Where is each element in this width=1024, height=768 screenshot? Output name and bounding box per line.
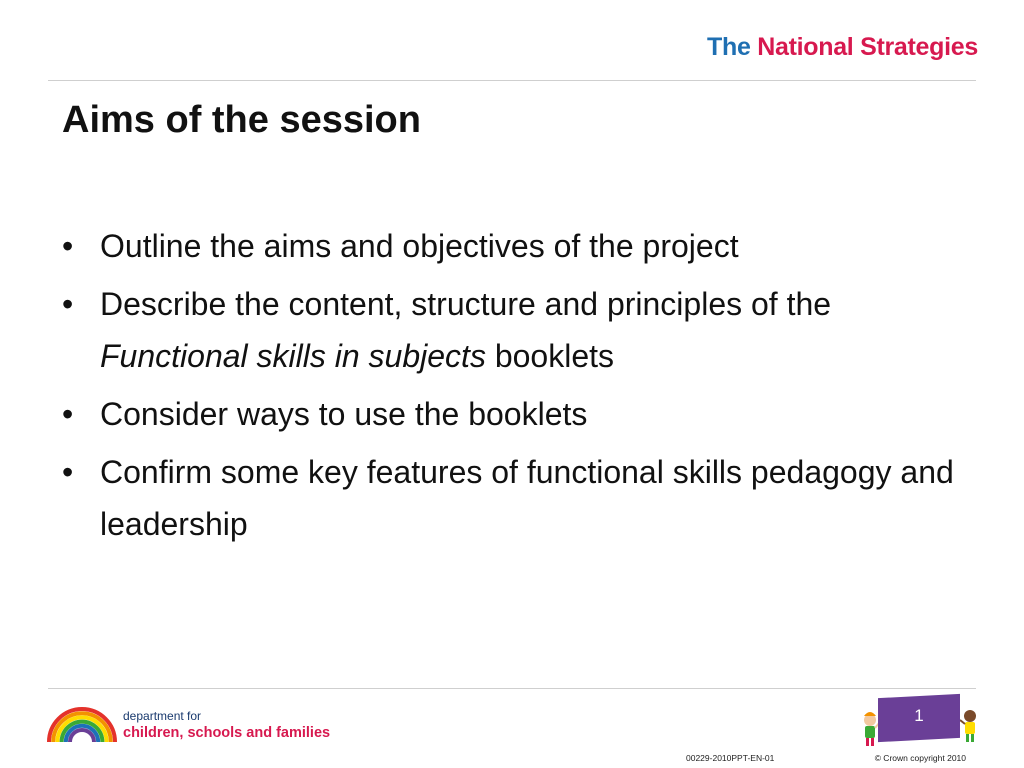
slide-title: Aims of the session: [62, 99, 421, 141]
bullet-text: Consider ways to use the booklets: [100, 396, 588, 432]
page-number: 1: [914, 706, 924, 725]
bullet-icon: •: [62, 454, 74, 490]
bullet-icon: •: [62, 286, 74, 322]
header-divider: [48, 80, 976, 81]
bullet-text-end: booklets: [485, 338, 615, 374]
rainbow-arc: [70, 730, 94, 742]
bullet-text: Confirm some key features of functional skills pedagogy and leadership: [100, 454, 954, 542]
logo-national-strategies-text: National Strategies: [757, 33, 978, 61]
dcsf-logo: [46, 706, 331, 746]
document-code: 00229-2010PPT-EN-01: [686, 753, 775, 763]
copyright-notice: © Crown copyright 2010: [874, 753, 966, 763]
footer-divider: [48, 688, 976, 689]
bullet-item: [62, 220, 962, 272]
bullet-item: [62, 278, 962, 382]
bullet-list: [62, 220, 962, 556]
bullet-icon: •: [62, 396, 74, 432]
bullet-item: [62, 446, 962, 550]
dcsf-line2: children, schools and families: [123, 725, 331, 741]
bullet-icon: •: [62, 228, 74, 264]
booklet-title-italic: Functional skills in subjects: [100, 338, 486, 374]
bullet-text: Describe the content, structure and principles of the: [100, 286, 832, 322]
rainbow-icon: [46, 706, 118, 744]
bullet-text: Outline the aims and objectives of the project: [100, 228, 739, 264]
logo-the-text: The: [707, 33, 751, 61]
dcsf-line1: department for: [123, 709, 202, 723]
national-strategies-logo: [707, 33, 978, 62]
page-number-badge: [858, 692, 984, 752]
bullet-item: [62, 388, 962, 440]
